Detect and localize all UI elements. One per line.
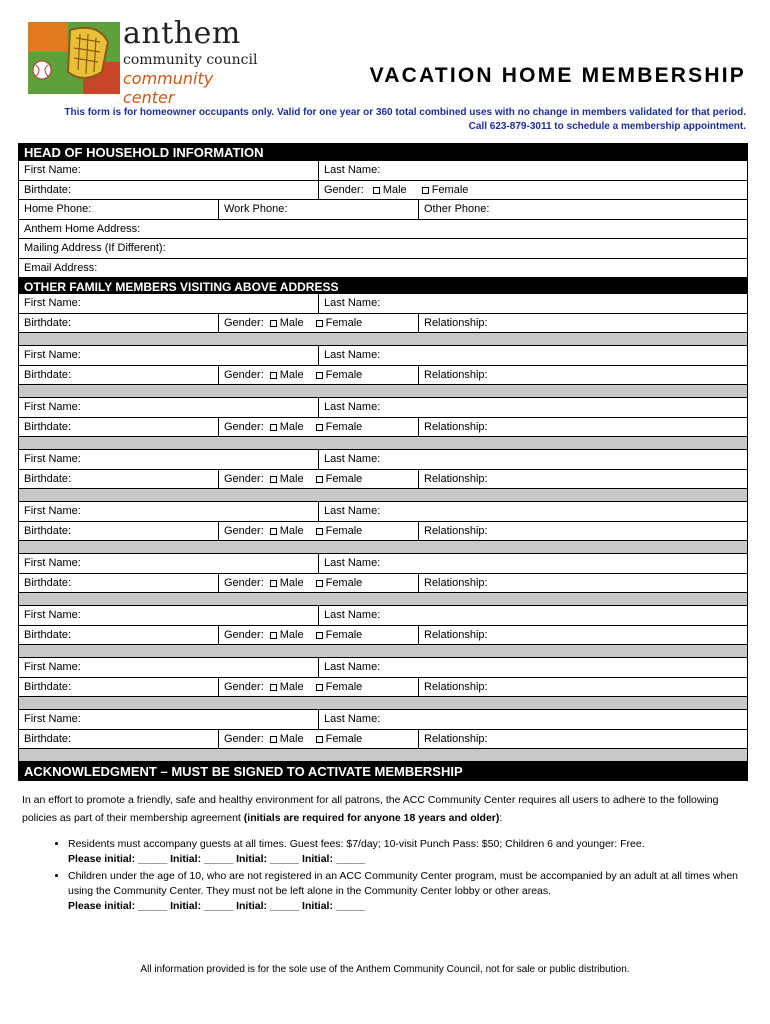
family-member-detail-row xyxy=(18,522,748,542)
female-label: Female xyxy=(325,524,363,537)
head-mailing-row xyxy=(18,239,748,259)
row-divider xyxy=(18,333,748,346)
home-address-field[interactable]: Anthem Home Address: xyxy=(24,222,141,235)
row-divider xyxy=(18,749,748,762)
family-relationship-field[interactable]: Relationship: xyxy=(424,732,488,745)
gender-label: Gender: xyxy=(224,316,264,329)
family-first-name-field[interactable]: First Name: xyxy=(19,606,319,625)
male-label: Male xyxy=(279,680,304,693)
family-last-name-field[interactable]: Last Name: xyxy=(324,713,381,725)
family-member-detail-row xyxy=(18,418,748,438)
male-checkbox[interactable] xyxy=(270,424,277,431)
male-checkbox[interactable] xyxy=(270,528,277,535)
row-divider xyxy=(18,437,748,450)
family-gender-field xyxy=(219,522,419,541)
head-of-household-heading: HEAD OF HOUSEHOLD INFORMATION xyxy=(18,143,748,161)
page-title: VACATION HOME MEMBERSHIP xyxy=(369,64,746,87)
male-checkbox[interactable] xyxy=(270,476,277,483)
family-first-name-field[interactable]: First Name: xyxy=(19,450,319,469)
male-label: Male xyxy=(279,732,304,745)
family-member-name-row xyxy=(18,502,748,522)
family-member-detail-row xyxy=(18,314,748,334)
gender-label: Gender: xyxy=(324,183,364,196)
family-first-name-field[interactable]: First Name: xyxy=(19,398,319,417)
logo-text-council: community council xyxy=(123,52,258,68)
acknowledgment-intro: In an effort to promote a friendly, safe and healthy environment for all patrons, the ACC Community Center requires all users to adhere to the following policies as part of their membership agreement (initials are required for anyone 18 years and older): xyxy=(22,794,719,824)
female-checkbox[interactable] xyxy=(316,476,323,483)
female-checkbox[interactable] xyxy=(316,580,323,587)
family-birthdate-field[interactable]: Birthdate: xyxy=(19,366,219,385)
family-member-detail-row xyxy=(18,678,748,698)
male-checkbox[interactable] xyxy=(270,632,277,639)
family-first-name-field[interactable]: First Name: xyxy=(19,710,319,729)
head-phone-row xyxy=(18,200,748,220)
row-divider xyxy=(18,593,748,606)
male-label: Male xyxy=(279,316,304,329)
policy-item-guests: • Residents must accompany guests at all times. Guest fees: $7/day; 10-visit Punch Pass: $50; Children 6 and younger: Free. Please initial: _____ Initial: _____ Initial: _____ Initial: _____ xyxy=(68,837,752,867)
female-label: Female xyxy=(325,576,363,589)
family-gender-field xyxy=(219,626,419,645)
female-checkbox[interactable] xyxy=(316,632,323,639)
home-phone-field[interactable]: Home Phone: xyxy=(19,200,219,219)
female-checkbox[interactable] xyxy=(316,528,323,535)
family-gender-field xyxy=(219,730,419,749)
family-first-name-field[interactable]: First Name: xyxy=(19,502,319,521)
gender-label: Gender: xyxy=(224,524,264,537)
head-email-row xyxy=(18,259,748,279)
family-birthdate-field[interactable]: Birthdate: xyxy=(19,418,219,437)
family-member-detail-row xyxy=(18,366,748,386)
logo xyxy=(28,16,268,107)
head-birthdate-field[interactable]: Birthdate: xyxy=(19,181,319,200)
family-member-name-row xyxy=(18,346,748,366)
email-field[interactable]: Email Address: xyxy=(24,261,98,274)
family-gender-field xyxy=(219,314,419,333)
initials-line-2[interactable]: Please initial: _____ Initial: _____ Initial: _____ Initial: _____ xyxy=(68,900,366,912)
male-checkbox[interactable] xyxy=(270,320,277,327)
female-checkbox[interactable] xyxy=(316,736,323,743)
family-birthdate-field[interactable]: Birthdate: xyxy=(19,678,219,697)
family-first-name-field[interactable]: First Name: xyxy=(19,346,319,365)
female-label: Female xyxy=(431,183,469,196)
family-last-name-field[interactable]: Last Name: xyxy=(324,609,381,621)
family-relationship-field[interactable]: Relationship: xyxy=(424,420,488,433)
family-first-name-field[interactable]: First Name: xyxy=(19,294,319,313)
head-name-row xyxy=(18,161,748,181)
initials-line-1[interactable]: Please initial: _____ Initial: _____ Initial: _____ Initial: _____ xyxy=(68,853,366,865)
female-label: Female xyxy=(325,628,363,641)
female-label: Female xyxy=(325,680,363,693)
notice-line-2: Call 623-879-3011 to schedule a membership appointment. xyxy=(468,121,746,132)
notice xyxy=(64,106,746,134)
work-phone-field[interactable]: Work Phone: xyxy=(219,200,419,219)
family-relationship-field[interactable]: Relationship: xyxy=(424,628,488,641)
family-relationship-field[interactable]: Relationship: xyxy=(424,524,488,537)
female-checkbox[interactable] xyxy=(316,424,323,431)
gender-label: Gender: xyxy=(224,368,264,381)
family-member-detail-row xyxy=(18,574,748,594)
gender-label: Gender: xyxy=(224,680,264,693)
female-label: Female xyxy=(325,316,363,329)
male-label: Male xyxy=(279,368,304,381)
family-member-name-row xyxy=(18,450,748,470)
logo-text-anthem: anthem xyxy=(123,16,241,51)
male-label: Male xyxy=(279,524,304,537)
family-member-detail-row xyxy=(18,626,748,646)
logo-artwork-icon xyxy=(28,22,120,94)
logo-text-center: community center xyxy=(123,69,214,107)
row-divider xyxy=(18,385,748,398)
acknowledgment-heading: ACKNOWLEDGMENT – MUST BE SIGNED TO ACTIVATE MEMBERSHIP xyxy=(18,762,748,781)
male-checkbox[interactable] xyxy=(373,187,380,194)
family-member-name-row xyxy=(18,710,748,730)
female-label: Female xyxy=(325,368,363,381)
male-label: Male xyxy=(279,576,304,589)
membership-form xyxy=(18,143,748,916)
family-birthdate-field[interactable]: Birthdate: xyxy=(19,626,219,645)
family-relationship-field[interactable]: Relationship: xyxy=(424,680,488,693)
female-checkbox[interactable] xyxy=(316,684,323,691)
row-divider xyxy=(18,541,748,554)
family-birthdate-field[interactable]: Birthdate: xyxy=(19,730,219,749)
family-member-name-row xyxy=(18,554,748,574)
family-gender-field xyxy=(219,366,419,385)
family-member-name-row xyxy=(18,658,748,678)
footer-disclaimer: All information provided is for the sole use of the Anthem Community Council, not for sale or public distribution. xyxy=(140,964,630,975)
gender-label: Gender: xyxy=(224,732,264,745)
family-member-detail-row xyxy=(18,470,748,490)
family-relationship-field[interactable]: Relationship: xyxy=(424,316,488,329)
family-gender-field xyxy=(219,418,419,437)
head-first-name-field[interactable]: First Name: xyxy=(19,161,319,180)
female-checkbox[interactable] xyxy=(422,187,429,194)
family-last-name-field[interactable]: Last Name: xyxy=(324,297,381,309)
family-birthdate-field[interactable]: Birthdate: xyxy=(19,470,219,489)
other-phone-field[interactable]: Other Phone: xyxy=(424,203,490,215)
mailing-address-field[interactable]: Mailing Address (If Different): xyxy=(24,242,166,254)
male-label: Male xyxy=(382,183,407,196)
family-members-heading: OTHER FAMILY MEMBERS VISITING ABOVE ADDRESS xyxy=(18,278,748,294)
family-member-name-row xyxy=(18,606,748,626)
male-checkbox[interactable] xyxy=(270,684,277,691)
family-relationship-field[interactable]: Relationship: xyxy=(424,368,488,381)
family-members-list xyxy=(18,294,748,762)
male-checkbox[interactable] xyxy=(270,372,277,379)
head-address-row xyxy=(18,220,748,240)
family-last-name-field[interactable]: Last Name: xyxy=(324,349,381,361)
head-gender-field xyxy=(319,181,747,200)
row-divider xyxy=(18,697,748,710)
family-relationship-field[interactable]: Relationship: xyxy=(424,576,488,589)
male-label: Male xyxy=(279,472,304,485)
family-member-name-row xyxy=(18,398,748,418)
female-label: Female xyxy=(325,472,363,485)
notice-line-1: This form is for homeowner occupants only. Valid for one year or 360 total combined uses with no change in members validated for that period. xyxy=(64,107,746,118)
family-last-name-field[interactable]: Last Name: xyxy=(324,401,381,413)
family-last-name-field[interactable]: Last Name: xyxy=(324,505,381,517)
family-first-name-field[interactable]: First Name: xyxy=(19,554,319,573)
gender-label: Gender: xyxy=(224,472,264,485)
family-birthdate-field[interactable]: Birthdate: xyxy=(19,522,219,541)
policy-item-children: • Children under the age of 10, who are not registered in an ACC Community Center program, must be accompanied by an adult at all times when using the Community Center. They must not be left alone in the Community Center lobby or other areas. Please initial: _____ Initial: _____ Initial: _____ Initial: _____ xyxy=(68,869,752,914)
family-gender-field xyxy=(219,470,419,489)
female-checkbox[interactable] xyxy=(316,372,323,379)
family-birthdate-field[interactable]: Birthdate: xyxy=(19,574,219,593)
gender-label: Gender: xyxy=(224,420,264,433)
family-last-name-field[interactable]: Last Name: xyxy=(324,453,381,465)
family-last-name-field[interactable]: Last Name: xyxy=(324,661,381,673)
family-relationship-field[interactable]: Relationship: xyxy=(424,472,488,485)
gender-label: Gender: xyxy=(224,628,264,641)
male-checkbox[interactable] xyxy=(270,580,277,587)
female-checkbox[interactable] xyxy=(316,320,323,327)
row-divider xyxy=(18,489,748,502)
male-checkbox[interactable] xyxy=(270,736,277,743)
family-member-name-row xyxy=(18,294,748,314)
row-divider xyxy=(18,645,748,658)
head-last-name-field[interactable]: Last Name: xyxy=(324,164,381,176)
family-gender-field xyxy=(219,678,419,697)
family-member-detail-row xyxy=(18,730,748,750)
gender-label: Gender: xyxy=(224,576,264,589)
female-label: Female xyxy=(325,420,363,433)
female-label: Female xyxy=(325,732,363,745)
male-label: Male xyxy=(279,628,304,641)
family-first-name-field[interactable]: First Name: xyxy=(19,658,319,677)
acknowledgment-body xyxy=(18,791,752,914)
policy-list xyxy=(22,837,752,914)
male-label: Male xyxy=(279,420,304,433)
head-birth-row xyxy=(18,181,748,201)
family-last-name-field[interactable]: Last Name: xyxy=(324,557,381,569)
family-birthdate-field[interactable]: Birthdate: xyxy=(19,314,219,333)
family-gender-field xyxy=(219,574,419,593)
